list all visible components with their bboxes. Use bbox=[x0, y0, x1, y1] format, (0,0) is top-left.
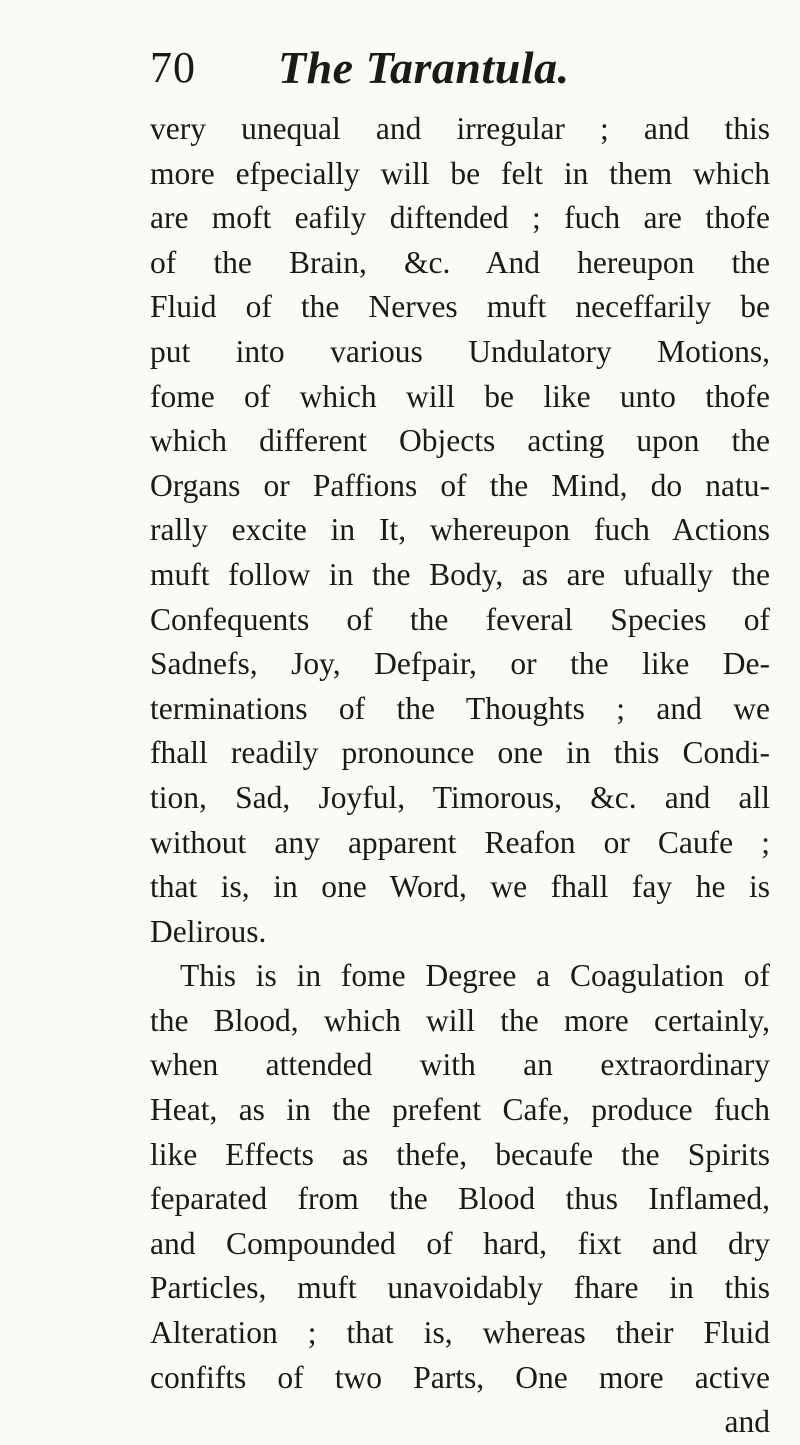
text-line: without any apparent Reafon or Caufe ; bbox=[150, 824, 770, 860]
text-line: tion, Sad, Joyful, Timorous, &c. and all bbox=[150, 779, 770, 815]
body-text bbox=[150, 107, 770, 1445]
text-line: which different Objects acting upon the bbox=[150, 423, 770, 459]
text-line: confifts of two Parts, One more active bbox=[150, 1359, 770, 1395]
text-line: muft follow in the Body, as are ufually the bbox=[150, 556, 770, 592]
text-line: terminations of the Thoughts ; and we bbox=[150, 690, 770, 726]
running-head bbox=[150, 40, 770, 100]
text-line: Organs or Paffions of the Mind, do natu- bbox=[150, 467, 770, 503]
text-line: Fluid of the Nerves muft neceffarily be bbox=[150, 289, 770, 325]
text-line: more efpecially will be felt in them which bbox=[150, 155, 770, 191]
text-line: Confequents of the feveral Species of bbox=[150, 601, 770, 637]
text-line: put into various Undulatory Motions, bbox=[150, 333, 770, 369]
text-line: Alteration ; that is, whereas their Fluid bbox=[150, 1315, 770, 1351]
text-line: fhall readily pronounce one in this Condi- bbox=[150, 735, 770, 771]
text-line: very unequal and irregular ; and this bbox=[150, 111, 770, 146]
text-line: fome of which will be like unto thofe bbox=[150, 378, 770, 414]
text-line: when attended with an extraordinary bbox=[150, 1047, 770, 1083]
text-line: rally excite in It, whereupon fuch Actions bbox=[150, 512, 770, 548]
text-line: like Effects as thefe, becaufe the Spirits bbox=[150, 1136, 770, 1172]
text-line: Heat, as in the prefent Cafe, produce fuch bbox=[150, 1092, 770, 1128]
text-line: of the Brain, &c. And hereupon the bbox=[150, 244, 770, 280]
text-line: Particles, muft unavoidably fhare in this bbox=[150, 1270, 770, 1306]
text-line: Delirous. bbox=[150, 913, 267, 949]
text-line: the Blood, which will the more certainly, bbox=[150, 1002, 770, 1038]
text-line: are moft eafily diftended ; fuch are thofe bbox=[150, 200, 770, 236]
page-number: 70 bbox=[150, 43, 196, 92]
text-line: This is in fome Degree a Coagulation of bbox=[180, 958, 770, 994]
running-title: The Tarantula. bbox=[278, 42, 570, 93]
catchword: and bbox=[724, 1404, 770, 1440]
text-line: feparated from the Blood thus Inflamed, bbox=[150, 1181, 770, 1217]
text-line: and Compounded of hard, fixt and dry bbox=[150, 1225, 770, 1261]
text-line: that is, in one Word, we fhall fay he is bbox=[150, 869, 770, 905]
text-line: Sadnefs, Joy, Defpair, or the like De- bbox=[150, 646, 770, 682]
